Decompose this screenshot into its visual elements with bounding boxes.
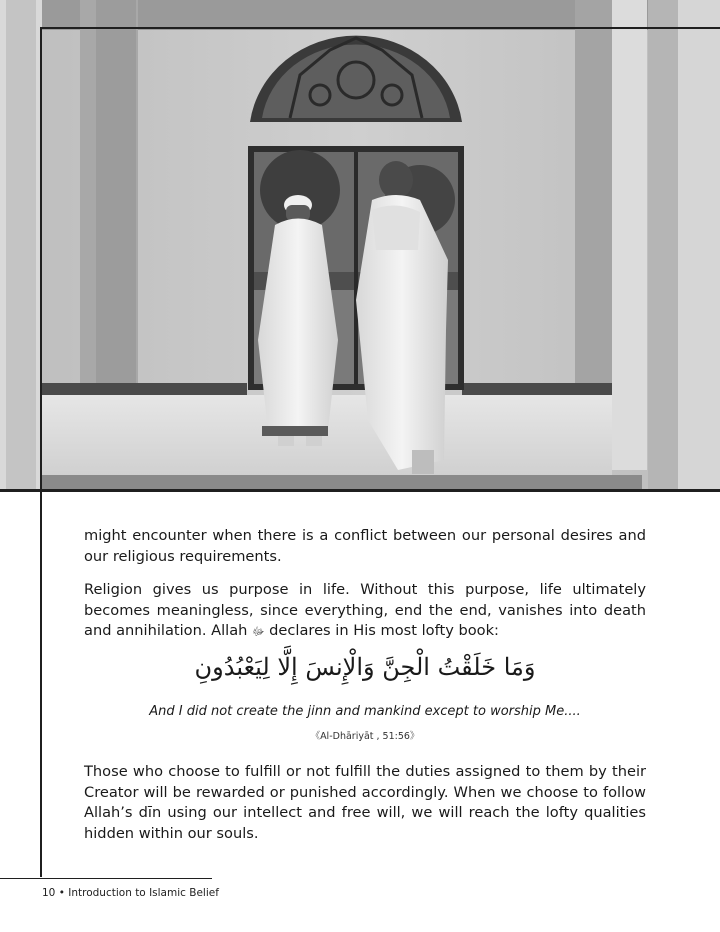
page-footer: [42, 885, 219, 901]
page-number: 10: [42, 887, 56, 899]
paragraph-text-after: declares in His most lofty book:: [269, 622, 499, 639]
footer-separator: •: [58, 887, 65, 899]
paragraph-duties: Those who choose to fulfill or not fulfill the duties assigned to them by their Creator will be rewarded or punished accordingly. When we choose to follow Allah’s dīn using our intellect and free will, we will reach the lofty qualities hidden within our souls.: [84, 763, 646, 842]
paragraph-text-before: Religion gives us purpose in life. Without this purpose, life ultimately becomes meaningless, since everything, end the end, vanishes into death and annihilation. Allah: [84, 581, 646, 639]
verse-citation: 《Al-Dhāriyāt , 51:56》: [310, 731, 420, 742]
verse-translation: And I did not create the jinn and mankind except to worship Me....: [149, 704, 581, 719]
paragraph-religion-purpose: [84, 580, 646, 643]
frame-top-rule: [40, 27, 720, 29]
frame-left-rule: [40, 27, 42, 877]
photo-bottom-rule: [0, 489, 720, 492]
footer-rule: [0, 878, 212, 879]
quran-verse-arabic: وَمَا خَلَقْتُ الْجِنَّ وَالْإِنسَ إِلَّا لِيَعْبُدُونِ: [194, 653, 536, 681]
honorific-glyph: ﷻ: [252, 625, 265, 638]
book-title: Introduction to Islamic Belief: [68, 887, 219, 899]
paragraph-continuation: might encounter when there is a conflict between our personal desires and our religious requirements.: [84, 527, 646, 565]
